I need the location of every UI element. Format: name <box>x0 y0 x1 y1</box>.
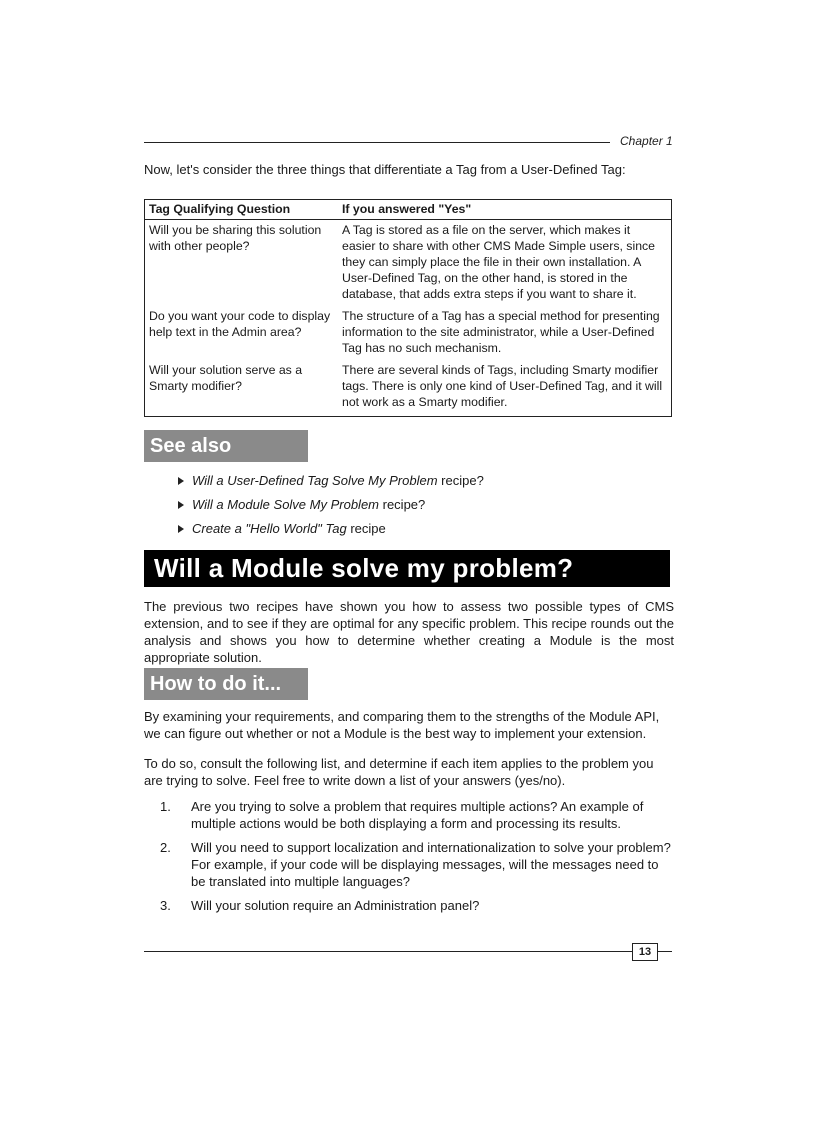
footer-rule-end <box>658 951 672 952</box>
step-text: Will your solution require an Administration panel? <box>191 898 480 913</box>
step-number: 3. <box>160 898 171 913</box>
list-item <box>160 798 672 832</box>
table-row <box>145 362 672 417</box>
howto-paragraph-1: By examining your requirements, and comparing them to the strengths of the Module API, we can figure out whether or not a Module is the best way to implement your extension. <box>144 709 660 741</box>
intro-paragraph: Now, let's consider the three things that differentiate a Tag from a User-Defined Tag: <box>144 162 626 177</box>
table-cell-answer: The structure of a Tag has a special method for presenting information to the site administrator, while a User-Defined Tag has no such mechanism. <box>342 309 660 355</box>
recipe-link[interactable]: Create a "Hello World" Tag <box>192 521 347 536</box>
chapter-label: Chapter 1 <box>620 134 673 148</box>
steps-list <box>160 798 672 921</box>
bullet-triangle-icon <box>178 477 184 485</box>
page-number: 13 <box>632 943 658 961</box>
table-cell-answer: There are several kinds of Tags, including Smarty modifier tags. There is only one kind of User-Defined Tag, and it will not work as a Smarty modifier. <box>342 363 663 409</box>
recipe-link[interactable]: Will a Module Solve My Problem <box>192 497 380 512</box>
table-row <box>145 220 672 309</box>
recipe-link[interactable]: Will a User-Defined Tag Solve My Problem <box>192 473 438 488</box>
bullet-triangle-icon <box>178 501 184 509</box>
step-text: Are you trying to solve a problem that requires multiple actions? An example of multiple actions would be both displaying a form and processing its results. <box>191 799 644 831</box>
tag-qualifying-table <box>144 199 672 417</box>
see-also-heading: See also <box>144 430 308 462</box>
table-cell-question: Will you be sharing this solution with other people? <box>149 223 322 253</box>
recipe-suffix: recipe? <box>437 473 484 488</box>
step-number: 2. <box>160 840 171 855</box>
list-item <box>178 493 484 517</box>
howto-paragraph-2: To do so, consult the following list, and determine if each item applies to the problem you are trying to solve. Feel free to write down a list of your answers (yes/no). <box>144 756 654 788</box>
step-text: Will you need to support localization and internationalization to solve your problem? For example, if your code will be displaying messages, will the messages need to be translated into multiple languages? <box>191 840 671 889</box>
list-item <box>178 469 484 493</box>
table-header-row <box>145 200 672 220</box>
how-to-heading: How to do it... <box>144 668 308 700</box>
table-cell-answer: A Tag is stored as a file on the server, which makes it easier to share with other CMS Made Simple users, since they can simply place the file in their own installation. A User-Defined Tag, on the other hand, is stored in the database, that adds extra steps if you want to share it. <box>342 223 656 301</box>
table-header-question: Tag Qualifying Question <box>145 200 339 220</box>
list-item <box>160 839 672 890</box>
table-cell-question: Will your solution serve as a Smarty modifier? <box>149 363 303 393</box>
table-header-answer: If you answered "Yes" <box>338 200 672 220</box>
header-rule <box>144 142 610 143</box>
see-also-list <box>178 469 484 541</box>
list-item <box>178 517 484 541</box>
table-cell-question: Do you want your code to display help text in the Admin area? <box>149 309 331 339</box>
section-paragraph: The previous two recipes have shown you how to assess two possible types of CMS extension, and to see if they are optimal for any specific problem. This recipe rounds out the analysis and shows you how to determine whether creating a Module is the most appropriate solution. <box>144 599 674 665</box>
footer-rule <box>144 951 632 952</box>
table-row <box>145 308 672 362</box>
list-item <box>160 897 672 914</box>
step-number: 1. <box>160 799 171 814</box>
section-title: Will a Module solve my problem? <box>144 550 670 587</box>
recipe-suffix: recipe? <box>379 497 426 512</box>
recipe-suffix: recipe <box>346 521 386 536</box>
bullet-triangle-icon <box>178 525 184 533</box>
